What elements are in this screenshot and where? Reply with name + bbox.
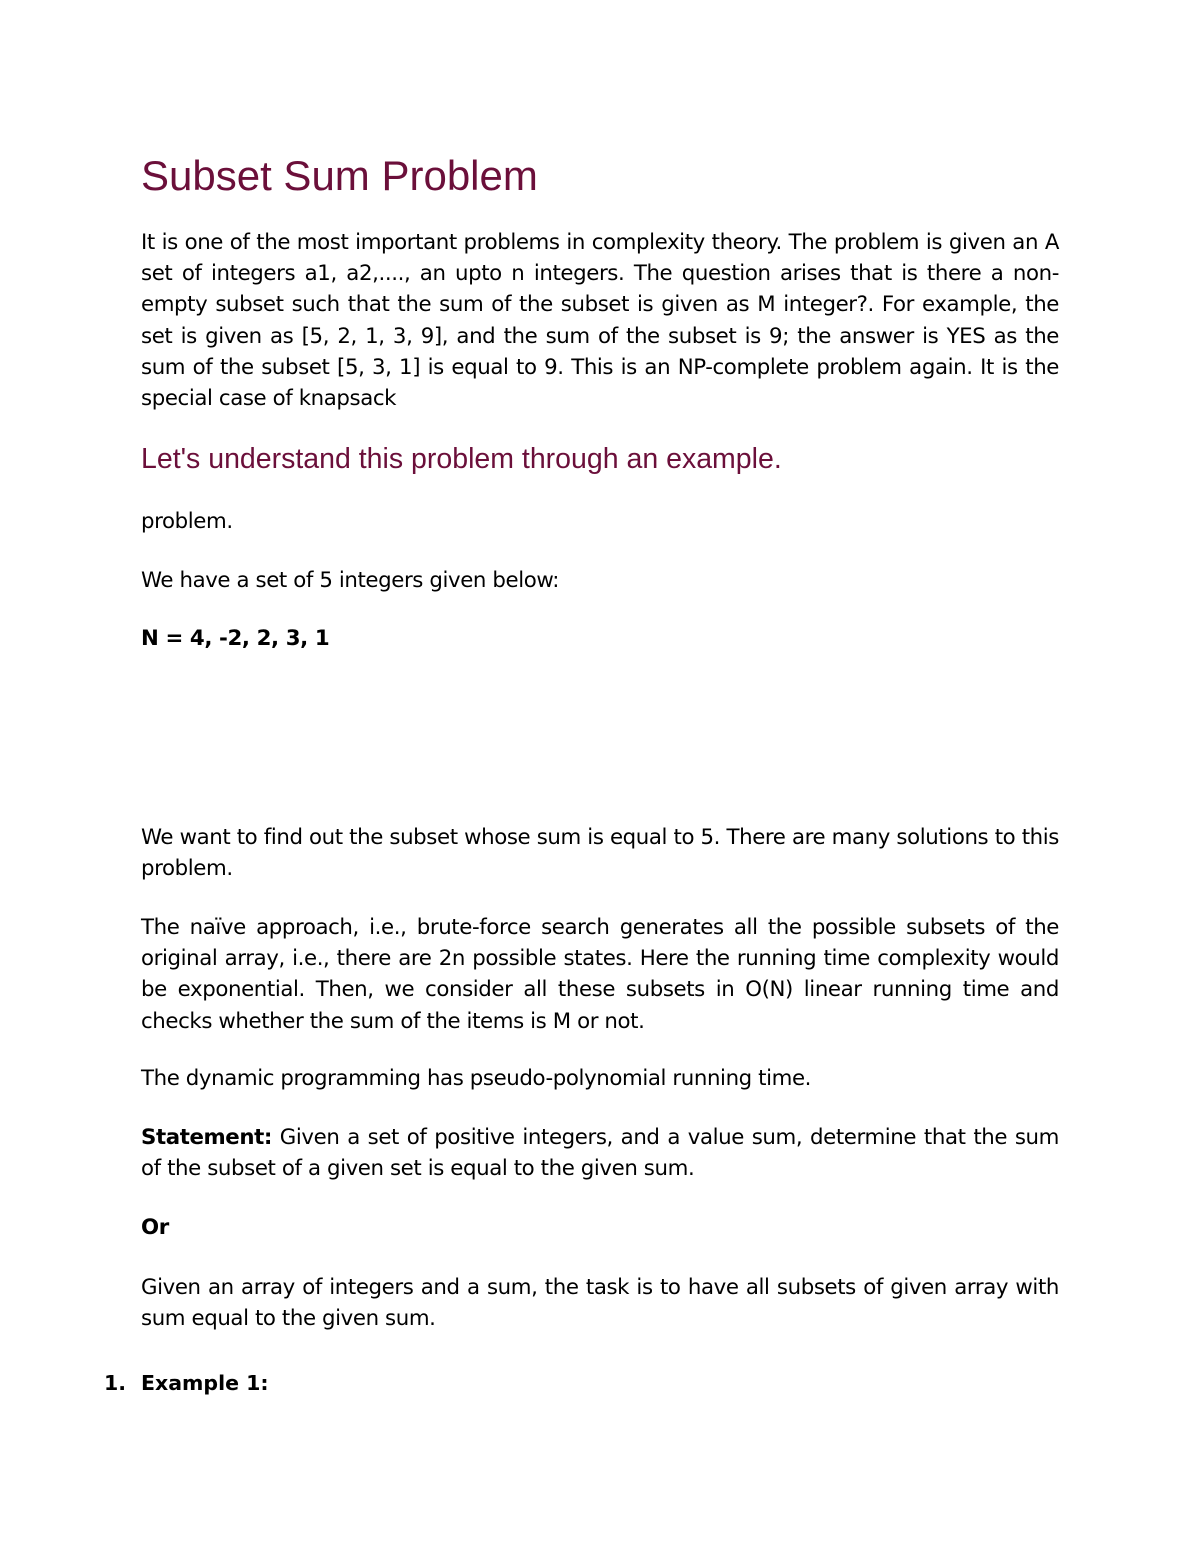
statement-text: Given a set of positive integers, and a value sum, determine that the sum of the subset of a given set is equal to the given sum.: [141, 1125, 1059, 1182]
list-item-number: 1.: [104, 1371, 127, 1395]
dp-paragraph: The dynamic programming has pseudo-polynomial running time.: [141, 1066, 812, 1091]
numbered-list: [104, 1368, 269, 1399]
set-definition: N = 4, -2, 2, 3, 1: [141, 626, 330, 651]
problem-paragraph: problem.: [141, 509, 233, 534]
goal-paragraph: We want to find out the subset whose sum is equal to 5. There are many solutions to this problem.: [141, 825, 1059, 882]
alternative-statement-paragraph: Given an array of integers and a sum, the task is to have all subsets of given array with sum equal to the given sum.: [141, 1275, 1059, 1332]
or-label: Or: [141, 1215, 169, 1240]
page-title: Subset Sum Problem: [141, 152, 538, 199]
list-item-label: Example 1:: [141, 1371, 269, 1395]
list-item: [104, 1368, 269, 1399]
intro-paragraph: It is one of the most important problems in complexity theory. The problem is given an A set of integers a1, a2,...., an upto n integers. The question arises that is there a non-empty subset such that the sum of the subset is given as M integer?. For example, the set is given as [5, 2, 1, 3, 9], and the sum of the subset is 9; the answer is YES as the sum of the subset [5, 3, 1] is equal to 9. This is an NP-complete problem again. It is the special case of knapsack: [141, 230, 1059, 412]
set-intro-paragraph: We have a set of 5 integers given below:: [141, 568, 559, 593]
section-subheading: Let's understand this problem through an example.: [141, 443, 782, 475]
statement-paragraph: [141, 1122, 1059, 1184]
statement-label: Statement:: [141, 1125, 273, 1150]
naive-approach-paragraph: The naïve approach, i.e., brute-force search generates all the possible subsets of the original array, i.e., there are 2n possible states. Here the running time complexity would be exponential. Then, we consider all these subsets in O(N) linear running time and checks whether the sum of the items is M or not.: [141, 915, 1059, 1034]
